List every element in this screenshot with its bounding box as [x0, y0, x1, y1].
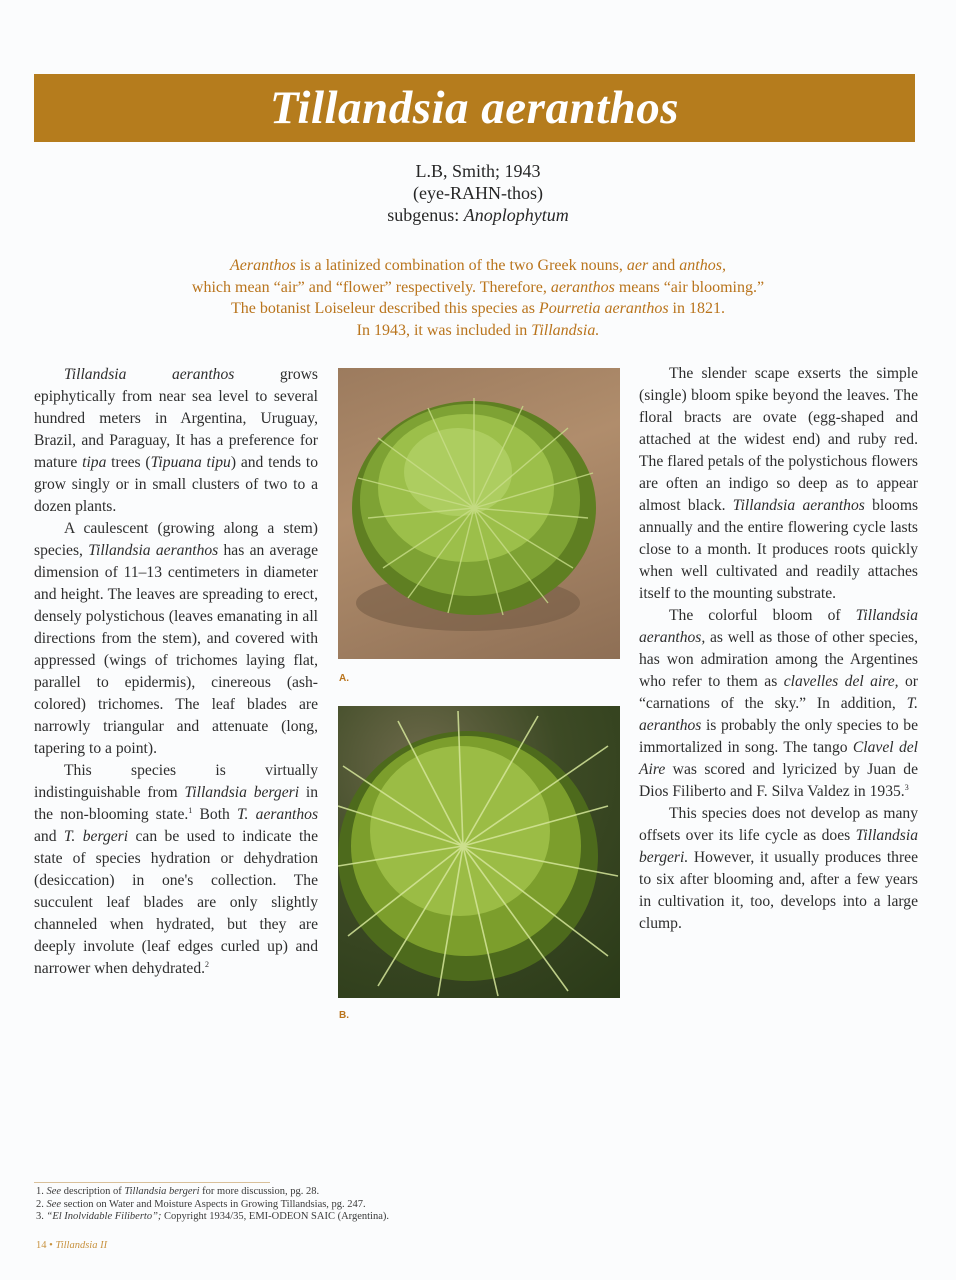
intro-term: aeranthos — [550, 278, 615, 296]
figure-label-b: B. — [339, 1010, 349, 1021]
intro-text: in 1821. — [668, 300, 725, 317]
body-text: or “carnations of the sky.” In addition, — [639, 673, 918, 712]
intro-term: Tillandsia. — [531, 321, 600, 339]
footnote-ref: 1 — [188, 805, 193, 815]
body-text: in the non-blooming state. — [34, 784, 318, 823]
footnote-number: 2. — [36, 1198, 47, 1210]
species-name: Tillandsia aeranthos — [64, 366, 235, 383]
body-text: trees ( — [106, 454, 151, 471]
paragraph — [34, 364, 318, 518]
intro-term: Aeranthos — [230, 257, 296, 274]
figure-label-a: A. — [339, 673, 349, 684]
book-title: Tillandsia II — [55, 1240, 108, 1251]
intro-text: The botanist Loiseleur described this species as — [231, 300, 539, 317]
body-text: as well as those of other species, has won admiration among the Argentines who refer to them as — [639, 629, 918, 690]
body-text: Both — [192, 806, 238, 823]
bullet-separator: • — [49, 1240, 53, 1251]
paragraph — [34, 518, 318, 760]
etymology-intro — [0, 255, 956, 341]
right-column — [639, 363, 918, 935]
intro-text: and — [648, 257, 680, 274]
photo-b-plant — [338, 706, 620, 998]
footnote-number: 3. — [36, 1211, 47, 1222]
body-text: is probably the only species to be immortalized in song. The tango — [639, 717, 918, 756]
intro-line-2 — [0, 277, 956, 299]
footnote-term: See — [46, 1186, 62, 1197]
species-name: Tillandsia aeranthos — [88, 542, 219, 559]
plant-illustration-b — [338, 706, 620, 998]
paragraph — [639, 363, 918, 605]
paragraph — [34, 760, 318, 980]
species-name: T. aeranthos — [639, 695, 918, 734]
paragraph — [639, 803, 918, 935]
body-text: has an average dimension of 11–13 centimeters in diameter and height. The leaves are spreading to erect, densely polystichous (leaves emanating in all directions from the stem), and covered with appressed (wings of trichomes laying flat, parallel to epidermis), cinereous (ash-colored) trichomes. The leaf blades are narrowly triangular and attenuate (long, tapering to a point). — [34, 542, 319, 757]
paragraph — [639, 605, 918, 803]
intro-text: is a latinized combination of the two Greek nouns, — [295, 257, 627, 274]
footnote-term: See — [46, 1198, 62, 1210]
intro-text: In 1943, it was included in — [356, 321, 532, 339]
species-name: Tillandsia bergeri. — [639, 827, 918, 866]
intro-term: aer — [626, 257, 649, 274]
footnote-ref: 2 — [205, 959, 210, 969]
body-text: grows epiphytically from near sea level to several hundred meters in Argentina, Uruguay, Brazil, and Paraguay, It has a preference for mature — [34, 366, 318, 471]
intro-term: anthos, — [679, 257, 726, 274]
body-text: and — [34, 828, 64, 845]
footnote-ref: 3 — [904, 782, 909, 792]
subgenus-name: Anoplophytum — [463, 205, 569, 225]
footnote-3 — [36, 1211, 389, 1224]
author-line: L.B, Smith; 1943 — [415, 161, 541, 181]
footnote-2 — [36, 1199, 389, 1212]
species-name: Tillandsia bergeri — [184, 784, 300, 801]
footnote-divider — [34, 1182, 270, 1183]
species-name: clavelles del aire, — [783, 673, 899, 690]
subgenus-line — [0, 204, 956, 226]
intro-term: Pourretia aeranthos — [538, 300, 669, 317]
footnote-term: Tillandsia bergeri — [124, 1186, 200, 1197]
body-text: blooms annually and the entire flowering cycle lasts close to a month. It produces roots quickly when well cultivated and readily attaches itself to the mounting substrate. — [639, 497, 919, 602]
left-column — [34, 364, 318, 980]
pronunciation-line: (eye-RAHN-thos) — [413, 183, 543, 203]
song-title: Clavel del Aire — [639, 739, 918, 778]
species-name: Tipuana tipu — [150, 454, 231, 471]
intro-line-3 — [0, 298, 956, 320]
species-meta — [0, 160, 956, 226]
body-text: A caulescent (growing along a stem) species, — [34, 520, 318, 559]
intro-line-1 — [0, 255, 956, 277]
intro-line-4 — [0, 320, 956, 342]
footnote-text: for more discussion, pg. 28. — [199, 1186, 320, 1197]
footnote-text: Copyright 1934/35, EMI-ODEON SAIC (Argentina). — [161, 1211, 389, 1222]
body-text: This species does not develop as many offsets over its life cycle as does — [639, 805, 918, 844]
title-banner — [34, 74, 915, 142]
subgenus-label: subgenus: — [387, 205, 460, 225]
species-name: T. bergeri — [63, 828, 129, 845]
page-number: 14 — [36, 1240, 47, 1251]
footnote-1 — [36, 1186, 389, 1199]
species-name: T. aeranthos — [237, 806, 319, 823]
body-text: However, it usually produces three to six after blooming and, after a few years in cultivation it, too, develops into a large clump. — [639, 849, 918, 932]
footnote-text: description of — [61, 1186, 125, 1197]
plant-illustration-a — [338, 368, 620, 659]
footnote-text: section on Water and Moisture Aspects in Growing Tillandsias, pg. 247. — [61, 1198, 366, 1210]
species-name: tipa — [82, 454, 107, 471]
body-text: The slender scape exserts the simple (single) bloom spike beyond the leaves. The floral bracts are ovate (egg-shaped and attached at the widest end) and ruby red. The flared petals of the polystichous flowers are often an indigo so deep as to appear almost black. — [639, 365, 918, 514]
species-name: Tillandsia aeranthos, — [639, 607, 918, 646]
page-folio — [36, 1240, 107, 1251]
footnotes — [36, 1186, 389, 1224]
body-text: This species is virtually indistinguishable from — [34, 762, 318, 801]
body-text: The colorful bloom of — [669, 607, 856, 624]
species-name: Tillandsia aeranthos — [732, 497, 865, 514]
body-text: ) and tends to grow singly or in small clusters of two to a dozen plants. — [34, 454, 318, 515]
intro-text: means “air blooming.” — [614, 278, 765, 296]
body-text: can be used to indicate the state of species hydration or dehydration (desiccation) in one's collection. The succulent leaf blades are only slightly channeled when hydrated, but they are deeply involute (leaf edges curled up) and narrower when dehydrated. — [34, 828, 318, 977]
footnote-number: 1. — [36, 1186, 47, 1197]
photo-a-plant — [338, 368, 620, 659]
footnote-term: “El Inolvidable Filiberto”; — [46, 1211, 162, 1222]
intro-text: which mean “air” and “flower” respectively. Therefore, — [191, 278, 551, 296]
body-text: was scored and lyricized by Juan de Dios Filiberto and F. Silva Valdez in 1935. — [639, 761, 918, 800]
page-title: Tillandsia aeranthos — [269, 81, 680, 134]
